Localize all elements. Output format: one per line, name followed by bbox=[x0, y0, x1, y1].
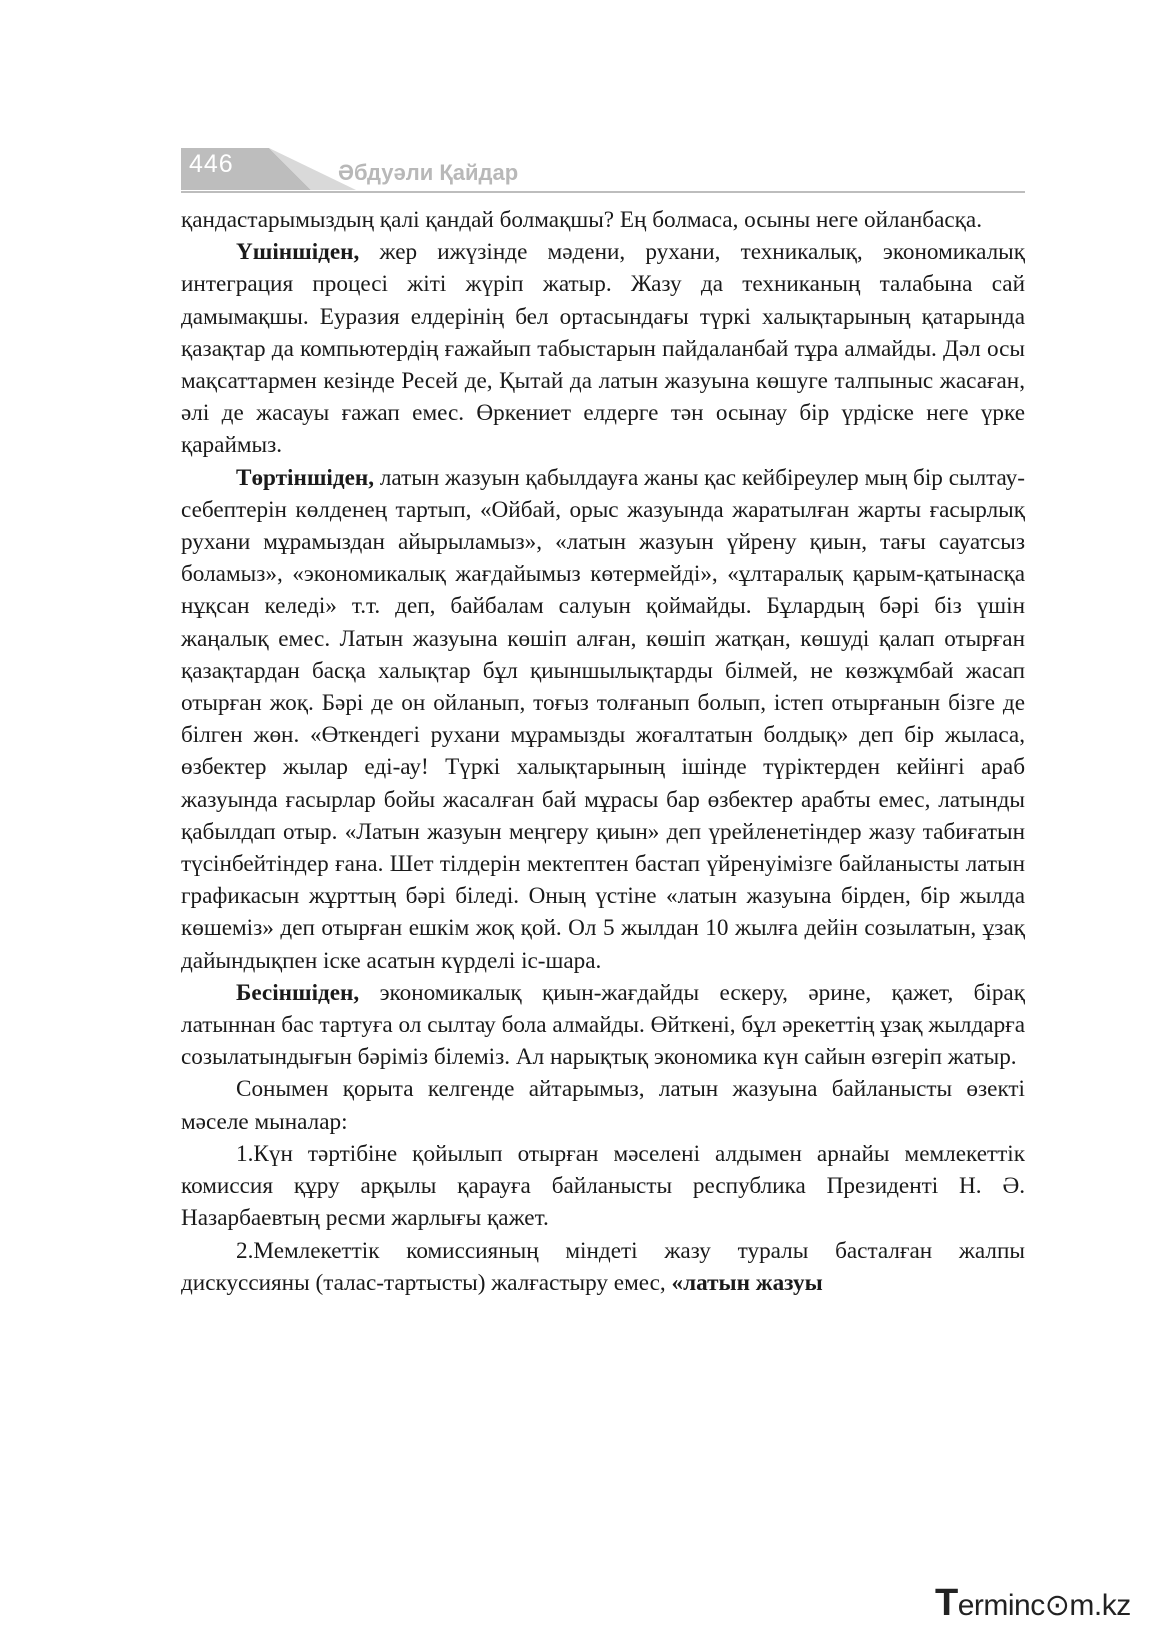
site-watermark bbox=[935, 1582, 1131, 1625]
watermark-o-icon: ⊙ bbox=[1044, 1589, 1070, 1622]
watermark-text: erminc bbox=[957, 1589, 1045, 1622]
paragraph-7-trail-bold: «латын жазуы bbox=[671, 1269, 823, 1296]
body-text bbox=[181, 204, 1025, 1299]
paragraph-2-lead: Үшіншіден, bbox=[236, 239, 360, 266]
paragraph-7 bbox=[181, 1235, 1025, 1299]
paragraph-6-text: 1.Күн тәртібіне қойылып отырған мәселені алдымен арнайы мемлекеттік комиссия құру арқылы қарауға байланысты республика Президенті Н. Ә. Назарбаевтың ресми жарлығы қажет. bbox=[181, 1140, 1025, 1232]
running-title: Әбдуәли Қайдар bbox=[338, 160, 519, 185]
paragraph-5 bbox=[181, 1073, 1025, 1137]
page-number: 446 bbox=[189, 150, 234, 178]
paragraph-2 bbox=[181, 236, 1025, 461]
paragraph-7-text: 2.Мемлекеттік комиссияның міндеті жазу туралы басталған жалпы дискуссияны (талас-тартысты) жалғастыру емес, bbox=[181, 1237, 1025, 1296]
watermark-first-letter: T bbox=[935, 1582, 958, 1624]
paragraph-3 bbox=[181, 462, 1025, 977]
paragraph-2-text: жер ижүзінде мәдени, рухани, техникалық, экономикалық интеграция процесі жіті жүріп жатыр. Жазу да техниканың талабына сай дамымақшы. Еуразия елдерінің бел ортасындағы түркі халықтарының қатарында қазақтар да компьютердің ғажайып табыстарын пайдаланбай тұра алмайды. Дәл осы мақсаттармен кезінде Ресей де, Қытай да латын жазуына көшуге талпыныс жасаған, әлі де жасауы ғажап емес. Өркениет елдерге тән осынау бір үрдіске неге үрке қараймыз. bbox=[181, 239, 1025, 459]
paragraph-3-lead: Төртіншіден, bbox=[236, 464, 375, 491]
page-header bbox=[181, 148, 1025, 194]
paragraph-4-lead: Бесіншіден, bbox=[236, 979, 360, 1006]
paragraph-3-text: латын жазуын қабылдауға жаны қас кейбіреулер мың бір сылтау-себептерін көлденең тартып, «Ойбай, орыс жазуында жаратылған жарты ғасырлық рухани мұрамыздан айырыламыз», «латын жазуын үйрену қиын, тағы сауатсыз боламыз», «экономикалық жағдайымыз көтермейді», «ұлтаралық қарым-қатынасқа нұқсан келеді» т.т. деп, байбалам салуын қоймайды. Бұлардың бәрі біз үшін жаңалық емес. Латын жазуына көшіп алған, көшіп жатқан, көшуді қалап отырған қазақтардан басқа халықтар бұл қиыншылықтарды білмей, не көзжұмбай жасап отырған жоқ. Бәрі де он ойланып, тоғыз толғанып болып, істеп отырғанын бізге де білген жөн. «Өткендегі рухани мұрамызды жоғалтатын болдық» деп бір жыласа, өзбектер жылар еді-ау! Түркі халықтарының ішінде түріктерден кейінгі араб жазуында ғасырлар бойы жасалған бай мұрасы бар өзбектер арабты емес, латынды қабылдап отыр. «Латын жазуын меңгеру қиын» деп үрейленетіндер жазу табиғатын түсінбейтіндер ғана. Шет тілдерін мектептен бастап үйренуімізге байланысты латын графикасын жұрттың бәрі біледі. Оның үстіне «латын жазуына бірден, бір жылда көшеміз» деп отырған ешкім жоқ қой. Ол 5 жылдан 10 жылға дейін созылатын, ұзақ дайындықпен іске асатын күрделі іс-шара. bbox=[181, 464, 1025, 974]
paragraph-4 bbox=[181, 977, 1025, 1074]
header-rule bbox=[181, 191, 1025, 193]
paragraph-6 bbox=[181, 1138, 1025, 1235]
paragraph-5-text: Сонымен қорыта келгенде айтарымыз, латын жазуына байланысты өзекті мәселе мыналар: bbox=[181, 1076, 1025, 1135]
paragraph-1 bbox=[181, 204, 1025, 236]
paragraph-4-text: экономикалық қиын-жағдайды ескеру, әрине, қажет, бірақ латыннан бас тартуға ол сылтау бола алмайды. Өйткені, бұл әрекеттің ұзақ жылдарға созылатындығын бәріміз білеміз. Ал нарықтық экономика күн сайын өзгеріп жатыр. bbox=[181, 979, 1025, 1071]
paragraph-1-text: қандастарымыздың қалі қандай болмақшы? Ең болмаса, осыны неге ойланбасқа. bbox=[181, 207, 983, 233]
watermark-tail: m.kz bbox=[1069, 1589, 1131, 1622]
